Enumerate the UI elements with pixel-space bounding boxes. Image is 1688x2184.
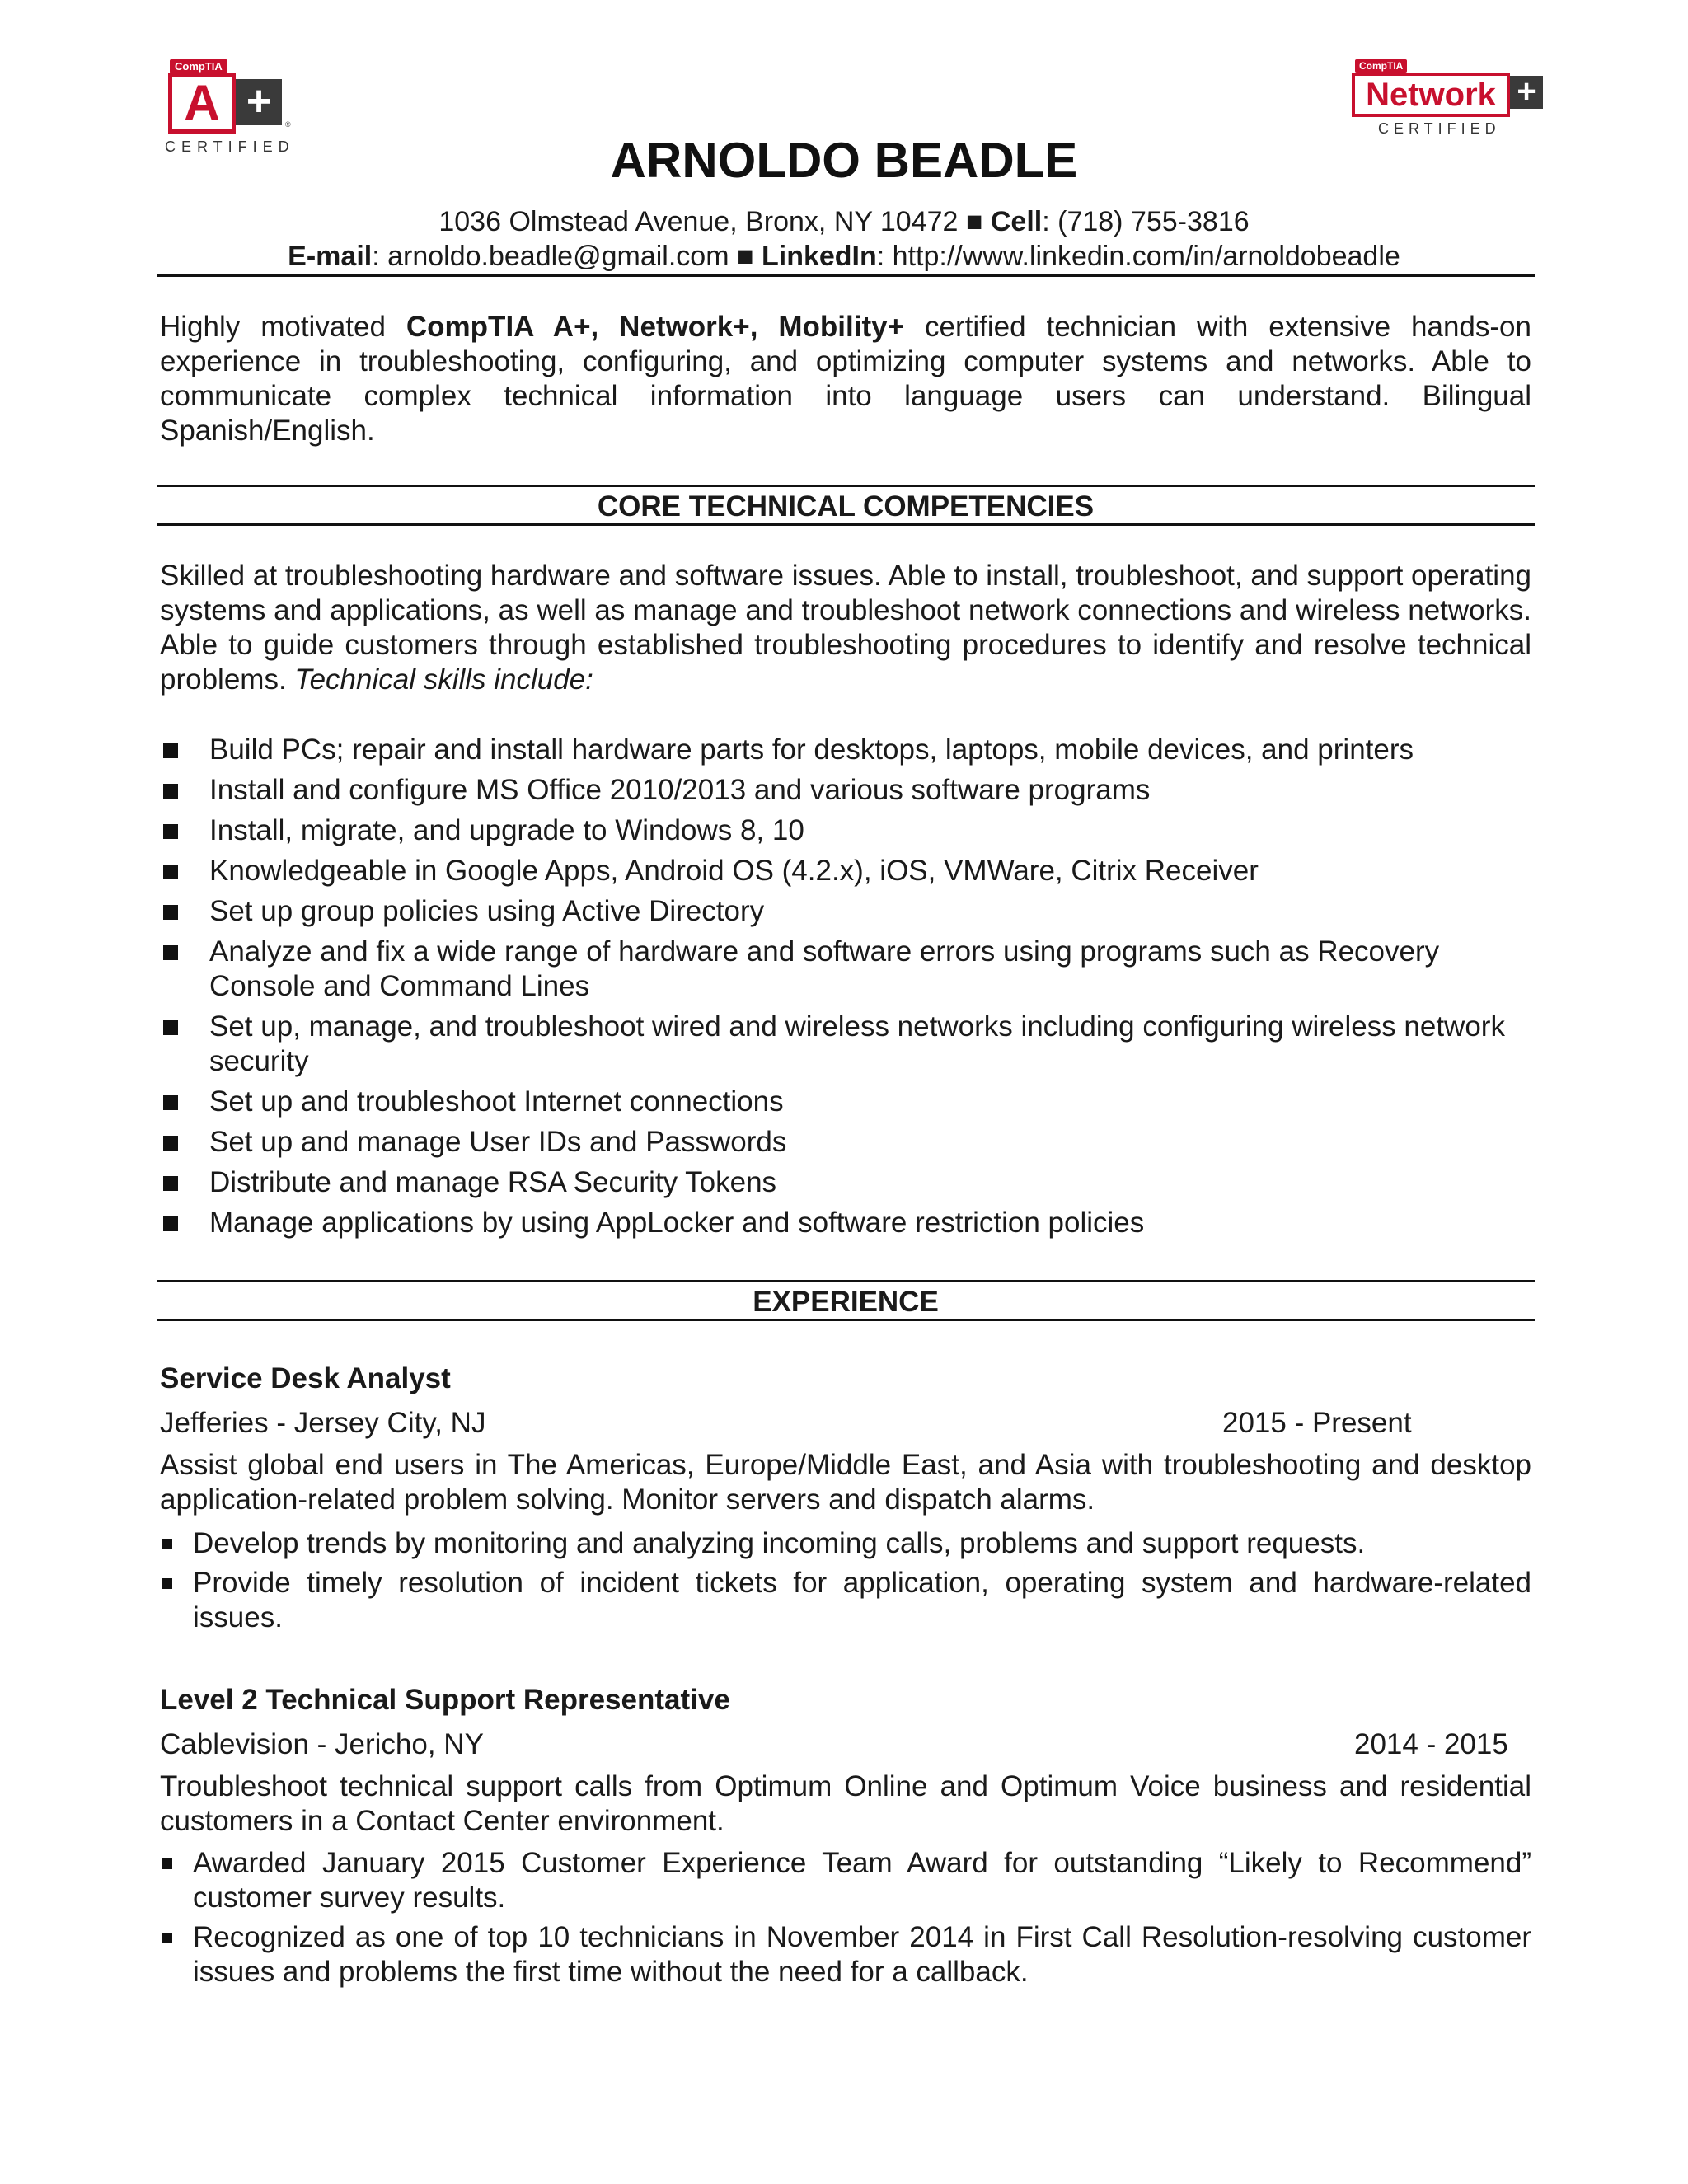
list-item-text: Install and configure MS Office 2010/2013 and various software programs (209, 774, 1151, 806)
bullet-square-icon (162, 1578, 172, 1589)
list-item (160, 854, 1545, 888)
aplus-mark: A (168, 73, 236, 134)
list-item (160, 1566, 1531, 1635)
bullet-square-icon (162, 1539, 172, 1549)
competencies-intro-emphasis: Technical skills include: (294, 663, 593, 696)
skills-list (160, 733, 1545, 1246)
comptia-wordmark: CompTIA (1355, 59, 1407, 73)
separator-icon: ■ (736, 241, 754, 272)
linkedin-label: LinkedIn (761, 241, 877, 272)
registered-icon: ® (285, 120, 291, 129)
list-item-text: Distribute and manage RSA Security Tokens (209, 1166, 777, 1198)
list-item-text: Provide timely resolution of incident tickets for application, operating system and hardware-related issues. (193, 1567, 1531, 1633)
list-item (160, 1165, 1545, 1200)
section-divider-bottom (157, 523, 1535, 526)
list-item-text: Install, migrate, and upgrade to Windows 8, 10 (209, 814, 804, 846)
comptia-network-logo (1348, 59, 1546, 142)
competencies-intro-text: Skilled at troubleshooting hardware and software issues. Able to install, troubleshoot, and support operating systems and applications, as well as manage and troubleshoot network connections and wireless networks. Able to guide customers through established troubleshooting procedures to identify and resolve technical problems. (160, 560, 1531, 696)
list-item-text: Set up, manage, and troubleshoot wired and wireless networks including configuring wireless network security (209, 1010, 1505, 1077)
job-title: Level 2 Technical Support Representative (160, 1684, 730, 1716)
bullet-square-icon (163, 743, 178, 758)
contact-line-1 (0, 206, 1688, 238)
linkedin-url[interactable]: : http://www.linkedin.com/in/arnoldobeadle (876, 241, 1400, 272)
list-item-text: Manage applications by using AppLocker and software restriction policies (209, 1207, 1145, 1239)
list-item (160, 1526, 1531, 1561)
job-summary: Assist global end users in The Americas, Europe/Middle East, and Asia with troubleshooting and desktop application-related problem solving. Monitor servers and dispatch alarms. (160, 1449, 1531, 1516)
job-company: Cablevision - Jericho, NY (160, 1728, 484, 1760)
network-certified: CERTIFIED (1378, 120, 1501, 137)
job-dates: 2014 - 2015 (1354, 1728, 1508, 1760)
list-item-text: Develop trends by monitoring and analyzing incoming calls, problems and support requests. (193, 1527, 1366, 1559)
list-item-text: Awarded January 2015 Customer Experience Team Award for outstanding “Likely to Recommend” customer survey results. (193, 1847, 1531, 1914)
list-item-text: Set up and troubleshoot Internet connections (209, 1085, 784, 1118)
list-item-text: Set up and manage User IDs and Passwords (209, 1126, 787, 1158)
job-dates: 2015 - Present (1222, 1407, 1412, 1439)
list-item-text: Build PCs; repair and install hardware parts for desktops, laptops, mobile devices, and printers (209, 733, 1414, 766)
bullet-square-icon (163, 824, 178, 839)
job-bullets (160, 1846, 1531, 1994)
bullet-square-icon (163, 1095, 178, 1110)
bullet-square-icon (163, 945, 178, 960)
section-divider-top (157, 485, 1535, 487)
summary-text: Highly motivated (160, 311, 406, 343)
list-item-text: Knowledgeable in Google Apps, Android OS (4.2.x), iOS, VMWare, Citrix Receiver (209, 855, 1259, 887)
bullet-square-icon (163, 1020, 178, 1035)
list-item (160, 733, 1545, 767)
list-item (160, 894, 1545, 929)
email-address[interactable]: : arnoldo.beadle@gmail.com (372, 241, 729, 272)
summary-certifications: CompTIA A+, Network+, Mobility+ (406, 311, 905, 343)
list-item (160, 1085, 1545, 1119)
candidate-name: ARNOLDO BEADLE (610, 133, 1078, 188)
bullet-square-icon (162, 1933, 172, 1943)
summary-text: certified technician with extensive hands-on experience in troubleshooting, configuring, and optimizing computer systems and networks. Able to communicate complex technical information into language users can understand. Bilingual Spanish/English. (160, 311, 1531, 447)
section-title-experience: EXPERIENCE (753, 1286, 939, 1318)
competencies-intro (160, 559, 1531, 697)
list-item (160, 773, 1545, 808)
list-item-text: Analyze and fix a wide range of hardware and software errors using programs such as Recovery Console and Command Lines (209, 935, 1440, 1002)
bullet-square-icon (163, 1176, 178, 1191)
list-item (160, 1920, 1531, 1990)
bullet-square-icon (163, 784, 178, 799)
aplus-plus: + (236, 79, 282, 125)
comptia-wordmark: CompTIA (170, 59, 227, 73)
list-item (160, 1125, 1545, 1160)
section-title-competencies: CORE TECHNICAL COMPETENCIES (597, 490, 1095, 523)
header-divider (157, 274, 1535, 277)
aplus-certified: CERTIFIED (165, 138, 295, 155)
list-item (160, 813, 1545, 848)
job-bullets (160, 1526, 1531, 1640)
address: 1036 Olmstead Avenue, Bronx, NY 10472 (438, 206, 959, 237)
cell-label: Cell (990, 206, 1043, 237)
bullet-square-icon (162, 1858, 172, 1869)
email-label: E-mail (288, 241, 373, 272)
bullet-square-icon (163, 1216, 178, 1231)
list-item (160, 1206, 1545, 1240)
separator-icon: ■ (965, 206, 983, 237)
job-company: Jefferies - Jersey City, NJ (160, 1407, 486, 1439)
section-divider-top (157, 1280, 1535, 1282)
job-summary: Troubleshoot technical support calls from Optimum Online and Optimum Voice business and residential customers in a Contact Center environment. (160, 1770, 1531, 1837)
list-item (160, 935, 1545, 1004)
job-title: Service Desk Analyst (160, 1362, 451, 1394)
bullet-square-icon (163, 1136, 178, 1151)
list-item (160, 1846, 1531, 1915)
summary-paragraph (160, 310, 1531, 448)
cell-number: : (718) 755-3816 (1042, 206, 1250, 237)
list-item (160, 1010, 1545, 1079)
bullet-square-icon (163, 905, 178, 920)
network-plus: + (1510, 76, 1543, 109)
list-item-text: Recognized as one of top 10 technicians in November 2014 in First Call Resolution-resolving customer issues and problems the first time without the need for a callback. (193, 1921, 1531, 1988)
bullet-square-icon (163, 865, 178, 879)
contact-line-2 (0, 241, 1688, 273)
network-mark: Network (1352, 73, 1510, 117)
list-item-text: Set up group policies using Active Directory (209, 895, 765, 927)
section-divider-bottom (157, 1319, 1535, 1321)
